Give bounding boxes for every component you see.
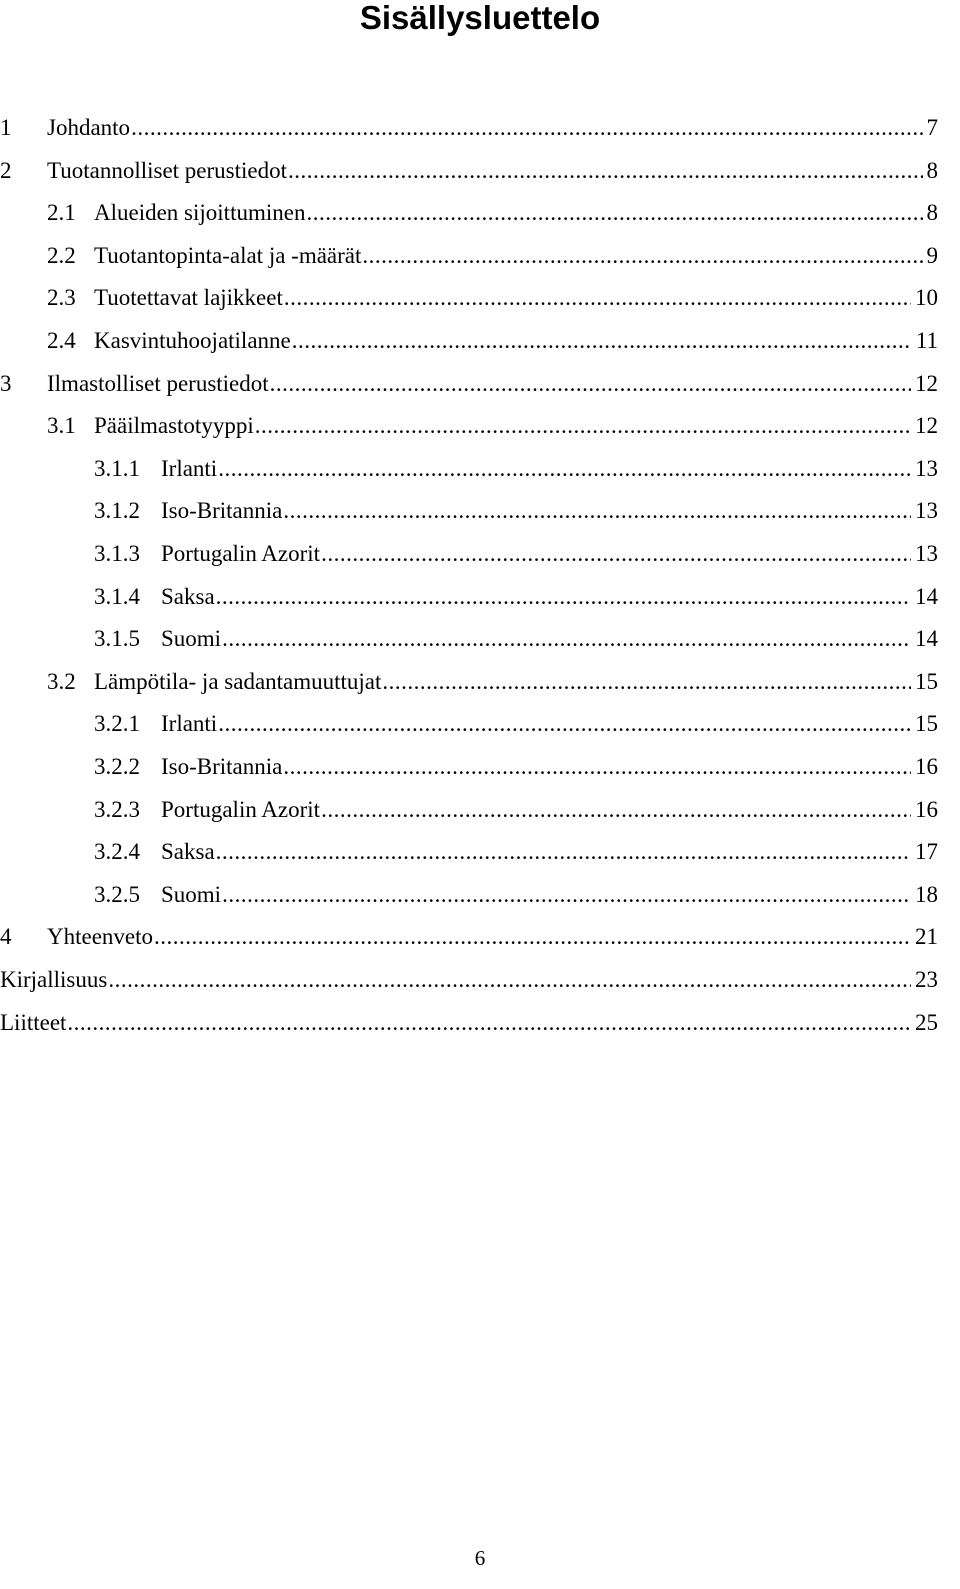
- toc-entry-line: [47, 367, 938, 401]
- toc-entry-number: 4: [0, 924, 12, 950]
- toc-entry[interactable]: [0, 878, 960, 912]
- dot-leader: [255, 409, 911, 443]
- toc-entry-line: [161, 793, 938, 827]
- toc-entry[interactable]: [0, 750, 960, 784]
- toc-entry-page: 8: [926, 157, 938, 183]
- dot-leader: [306, 196, 922, 230]
- toc-entry-line: [0, 1006, 938, 1040]
- toc-entry-line: [47, 920, 938, 954]
- toc-entry-line: [161, 835, 938, 869]
- dot-leader: [131, 111, 922, 145]
- toc-entry-number: 2.4: [47, 328, 76, 353]
- toc-entry[interactable]: [0, 793, 960, 827]
- toc-entry-number: 3.1.3: [94, 541, 140, 566]
- toc-entry-number: 3.1.5: [94, 626, 140, 652]
- toc-entry-number: 3.2: [47, 668, 76, 694]
- toc-entry-page: 13: [915, 455, 938, 481]
- toc-entry[interactable]: [0, 367, 960, 401]
- toc-entry-label: Johdanto: [47, 115, 131, 140]
- toc-entry-line: [161, 494, 938, 528]
- toc-entry-label: Tuotantopinta-alat ja -määrät: [94, 242, 362, 268]
- toc-entry[interactable]: [0, 580, 960, 614]
- toc-entry-line: [161, 878, 938, 912]
- toc-entry-page: 25: [915, 1009, 938, 1035]
- toc-entry[interactable]: [0, 239, 960, 273]
- toc-entry-label: Suomi: [161, 626, 222, 652]
- toc-entry-page: 14: [915, 583, 938, 609]
- toc-entry-line: [47, 111, 938, 145]
- toc-entry-line: [161, 580, 938, 614]
- toc-entry[interactable]: [0, 1006, 960, 1040]
- dot-leader: [222, 878, 911, 912]
- toc-entry-page: 11: [915, 328, 938, 353]
- dot-leader: [292, 324, 912, 358]
- toc-entry-label: Kirjallisuus: [0, 967, 108, 992]
- toc-entry-page: 7: [926, 115, 938, 140]
- toc-entry-page: 21: [915, 924, 938, 950]
- toc-entry-line: [94, 196, 938, 230]
- toc-entry[interactable]: [0, 154, 960, 188]
- toc-entry-page: 15: [915, 711, 938, 737]
- toc-entry[interactable]: [0, 537, 960, 571]
- toc-entry-label: Irlanti: [161, 711, 218, 737]
- toc-entry-line: [161, 707, 938, 741]
- toc-entry-page: 13: [915, 498, 938, 524]
- toc-entry-label: Yhteenveto: [47, 924, 154, 950]
- dot-leader: [362, 239, 922, 273]
- dot-leader: [67, 1006, 911, 1040]
- toc-entry-number: 3.1: [47, 413, 76, 439]
- toc-entry-line: [94, 324, 938, 358]
- dot-leader: [283, 494, 911, 528]
- toc-entry-line: [94, 239, 938, 273]
- toc-entry-line: [0, 963, 938, 997]
- toc-entry-line: [161, 750, 938, 784]
- toc-entry-number: 3.1.1: [94, 455, 140, 481]
- dot-leader: [382, 665, 911, 699]
- toc-entry-page: 12: [915, 413, 938, 439]
- toc-entry-page: 10: [915, 285, 938, 311]
- toc-entry-number: 2.2: [47, 242, 76, 268]
- page-title: Sisällysluettelo: [359, 0, 601, 36]
- toc-entry-line: [94, 281, 938, 315]
- toc-entry-page: 8: [926, 200, 938, 226]
- toc-entry[interactable]: [0, 494, 960, 528]
- toc-entry-page: 16: [915, 754, 938, 779]
- dot-leader: [218, 707, 911, 741]
- toc-entry-line: [161, 622, 938, 656]
- toc-entry[interactable]: [0, 409, 960, 443]
- toc-entry-number: 3.2.1: [94, 711, 140, 737]
- toc-entry-number: 3.2.5: [94, 881, 140, 907]
- toc-entry-page: 17: [915, 839, 938, 865]
- toc-entry-label: Pääilmastotyyppi: [94, 413, 254, 439]
- toc-entry-label: Portugalin Azorit: [161, 541, 321, 566]
- toc-entry[interactable]: [0, 665, 960, 699]
- toc-entry-number: 2.3: [47, 285, 76, 311]
- dot-leader: [222, 622, 911, 656]
- toc-entry-number: 3.2.4: [94, 839, 140, 865]
- toc-entry-line: [161, 537, 938, 571]
- toc-entry-page: 14: [915, 626, 938, 652]
- toc-entry-number: 2: [0, 157, 12, 183]
- toc-entry-label: Liitteet: [0, 1009, 67, 1035]
- toc-entry-page: 9: [926, 242, 938, 268]
- toc-entry[interactable]: [0, 196, 960, 230]
- toc-entry-label: Tuotettavat lajikkeet: [94, 285, 283, 311]
- toc-entry-label: Lämpötila- ja sadantamuuttujat: [94, 668, 382, 694]
- toc-entry-label: Iso-Britannia: [161, 754, 283, 779]
- toc-entry-label: Portugalin Azorit: [161, 796, 321, 822]
- dot-leader: [108, 963, 911, 997]
- toc-entry-label: Suomi: [161, 881, 222, 907]
- toc-entry-line: [47, 154, 938, 188]
- toc-entry-page: 23: [915, 967, 938, 992]
- toc-entry-number: 1: [0, 115, 12, 140]
- toc-entry[interactable]: [0, 281, 960, 315]
- dot-leader: [283, 750, 911, 784]
- toc-entry-line: [94, 409, 938, 443]
- toc-entry[interactable]: [0, 622, 960, 656]
- toc-entry-label: Iso-Britannia: [161, 498, 283, 524]
- dot-leader: [284, 281, 911, 315]
- toc-entry-label: Tuotannolliset perustiedot: [47, 157, 288, 183]
- toc-entry-page: 16: [915, 796, 938, 822]
- dot-leader: [288, 154, 922, 188]
- dot-leader: [216, 835, 911, 869]
- toc-entry[interactable]: [0, 920, 960, 954]
- toc-entry-number: 3: [0, 370, 12, 396]
- dot-leader: [154, 920, 911, 954]
- toc-entry-label: Saksa: [161, 583, 215, 609]
- toc-entry-line: [161, 452, 938, 486]
- toc-entry[interactable]: [0, 452, 960, 486]
- toc-entry-line: [94, 665, 938, 699]
- page-number: 6: [474, 1546, 486, 1570]
- dot-leader: [321, 793, 911, 827]
- toc-entry-page: 12: [915, 370, 938, 396]
- toc-entry-label: Ilmastolliset perustiedot: [47, 370, 269, 396]
- dot-leader: [321, 537, 911, 571]
- toc-entry-number: 2.1: [47, 200, 76, 226]
- toc-entry-label: Kasvintuhoojatilanne: [94, 328, 291, 353]
- dot-leader: [216, 580, 911, 614]
- toc-entry-page: 18: [915, 881, 938, 907]
- toc-entry-number: 3.2.3: [94, 796, 140, 822]
- toc-entry[interactable]: [0, 111, 960, 145]
- toc-entry-page: 15: [915, 668, 938, 694]
- dot-leader: [270, 367, 911, 401]
- toc-entry[interactable]: [0, 963, 960, 997]
- toc-entry-label: Saksa: [161, 839, 215, 865]
- toc-entry-number: 3.1.4: [94, 583, 140, 609]
- toc-entry-page: 13: [915, 541, 938, 566]
- dot-leader: [218, 452, 911, 486]
- toc-entry[interactable]: [0, 707, 960, 741]
- toc-entry-number: 3.1.2: [94, 498, 140, 524]
- toc-entry[interactable]: [0, 835, 960, 869]
- toc-entry-label: Irlanti: [161, 455, 218, 481]
- toc-entry-label: Alueiden sijoittuminen: [94, 200, 306, 226]
- toc-entry-number: 3.2.2: [94, 754, 140, 779]
- toc-entry[interactable]: [0, 324, 960, 358]
